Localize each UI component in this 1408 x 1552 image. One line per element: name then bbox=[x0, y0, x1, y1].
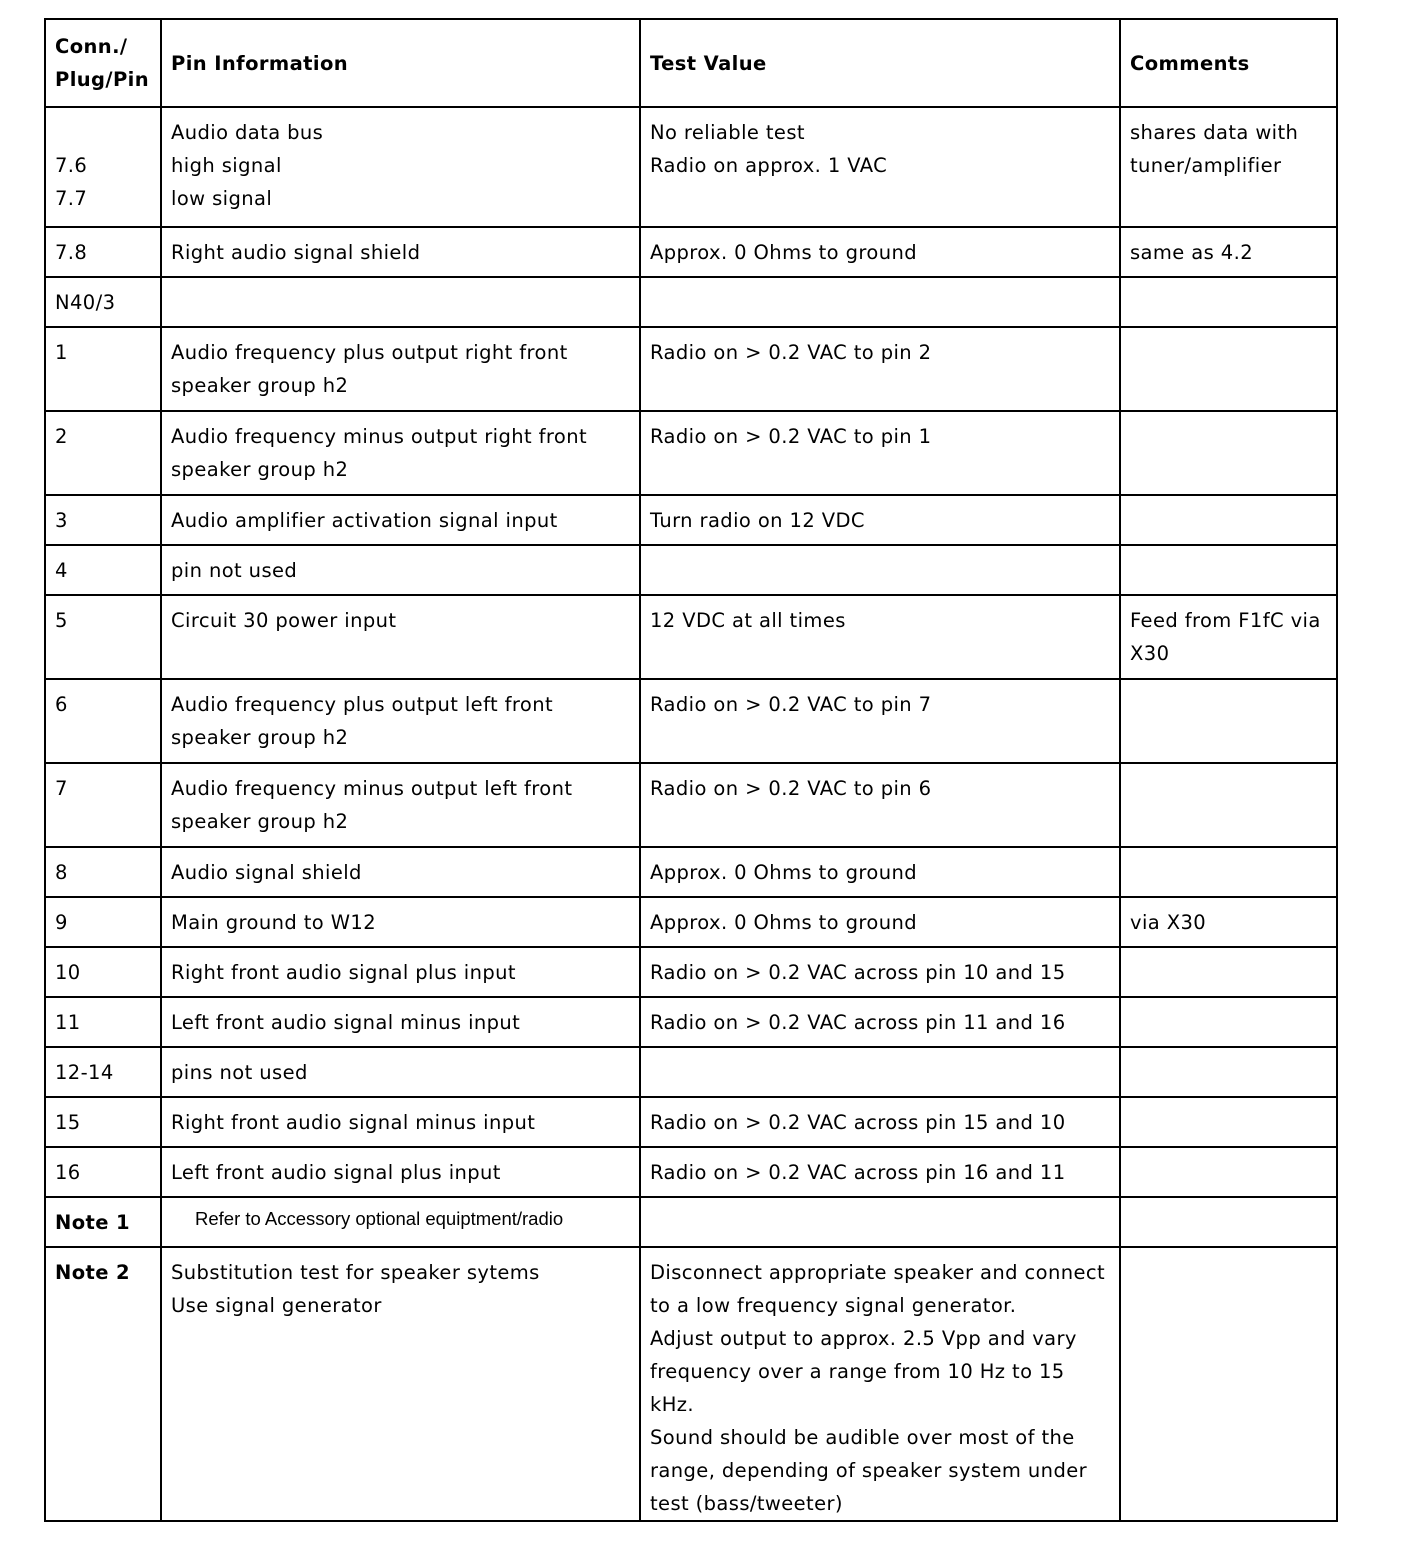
pin-cell bbox=[45, 679, 161, 763]
pin-cell bbox=[45, 947, 161, 997]
pin-information-cell bbox=[161, 327, 640, 411]
pin-information-cell-text: Audio signal shield bbox=[171, 861, 362, 884]
pin-cell-text: 1 bbox=[55, 341, 68, 364]
pin-information-cell-text: Audio amplifier activation signal input bbox=[171, 509, 558, 532]
pin-information-cell bbox=[161, 1047, 640, 1097]
pin-cell bbox=[45, 595, 161, 679]
test-value-cell bbox=[640, 1147, 1120, 1197]
pin-cell-text: Note 2 bbox=[55, 1261, 131, 1284]
test-value-cell bbox=[640, 227, 1120, 277]
test-value-cell bbox=[640, 947, 1120, 997]
pin-information-cell-text: Audio frequency plus output left front speaker group h2 bbox=[171, 693, 554, 749]
test-value-cell-text: Radio on > 0.2 VAC to pin 2 bbox=[650, 341, 932, 364]
test-value-cell bbox=[640, 495, 1120, 545]
pin-cell-text: 4 bbox=[55, 559, 68, 582]
pin-information-cell-text: Substitution test for speaker sytems Use signal generator bbox=[171, 1261, 540, 1317]
pin-cell bbox=[45, 107, 161, 227]
comments-cell bbox=[1120, 1147, 1337, 1197]
pin-cell bbox=[45, 495, 161, 545]
pin-cell-text: 16 bbox=[55, 1161, 81, 1184]
comments-cell bbox=[1120, 1097, 1337, 1147]
pin-cell-text: Note 1 bbox=[55, 1211, 131, 1234]
pin-cell-text: 10 bbox=[55, 961, 81, 984]
test-value-cell bbox=[640, 997, 1120, 1047]
pin-cell bbox=[45, 227, 161, 277]
table-row bbox=[45, 897, 1337, 947]
table-row bbox=[45, 763, 1337, 847]
pin-information-cell bbox=[161, 411, 640, 495]
comments-cell bbox=[1120, 1197, 1337, 1247]
table-row bbox=[45, 1047, 1337, 1097]
table-header-row bbox=[45, 19, 1337, 107]
header-conn-plug-pin: Conn./ Plug/Pin bbox=[45, 19, 161, 107]
test-value-cell bbox=[640, 107, 1120, 227]
pin-information-cell bbox=[161, 1097, 640, 1147]
pin-information-cell bbox=[161, 1197, 640, 1247]
test-value-cell-text: Disconnect appropriate speaker and connect to a low frequency signal generator. Adjust output to approx. 2.5 Vpp and vary frequency over a range from 10 Hz to 15 kHz. Sound should be audible over most of the range, depending of speaker system under test (bass/tweeter) bbox=[650, 1261, 1106, 1515]
pin-cell bbox=[45, 763, 161, 847]
comments-cell bbox=[1120, 227, 1337, 277]
pin-cell bbox=[45, 327, 161, 411]
pin-cell bbox=[45, 1097, 161, 1147]
test-value-cell-text: Radio on > 0.2 VAC across pin 15 and 10 bbox=[650, 1111, 1066, 1134]
table-row bbox=[45, 1197, 1337, 1247]
table-row bbox=[45, 277, 1337, 327]
test-value-cell bbox=[640, 1197, 1120, 1247]
pin-cell bbox=[45, 411, 161, 495]
pin-cell-text: 6 bbox=[55, 693, 68, 716]
test-value-cell bbox=[640, 327, 1120, 411]
test-value-cell-text: Approx. 0 Ohms to ground bbox=[650, 861, 917, 884]
pin-cell-text: 15 bbox=[55, 1111, 81, 1134]
test-value-cell bbox=[640, 545, 1120, 595]
table-row bbox=[45, 947, 1337, 997]
pin-information-table bbox=[44, 18, 1338, 1522]
comments-cell-text: via X30 bbox=[1130, 911, 1207, 934]
comments-cell-text: shares data with tuner/amplifier bbox=[1130, 121, 1299, 177]
pin-information-cell-text: Audio frequency plus output right front speaker group h2 bbox=[171, 341, 568, 397]
pin-cell-text: 9 bbox=[55, 911, 68, 934]
test-value-cell bbox=[640, 411, 1120, 495]
pin-cell-text: 2 bbox=[55, 425, 68, 448]
test-value-cell bbox=[640, 763, 1120, 847]
pin-information-cell-text: Right front audio signal minus input bbox=[171, 1111, 536, 1134]
pin-information-cell-text: Audio frequency minus output left front speaker group h2 bbox=[171, 777, 573, 833]
pin-information-cell bbox=[161, 679, 640, 763]
pin-information-cell bbox=[161, 595, 640, 679]
pin-information-cell-text: Circuit 30 power input bbox=[171, 609, 397, 632]
table-row bbox=[45, 997, 1337, 1047]
pin-information-cell bbox=[161, 107, 640, 227]
pin-cell bbox=[45, 1197, 161, 1247]
test-value-cell-text: Radio on > 0.2 VAC across pin 16 and 11 bbox=[650, 1161, 1066, 1184]
test-value-cell-text: Radio on > 0.2 VAC to pin 6 bbox=[650, 777, 932, 800]
test-value-cell bbox=[640, 1047, 1120, 1097]
pin-information-cell-text: Refer to Accessory optional equiptment/radio bbox=[195, 1208, 564, 1229]
pin-information-cell-text: pins not used bbox=[171, 1061, 308, 1084]
comments-cell bbox=[1120, 763, 1337, 847]
header-comments: Comments bbox=[1120, 19, 1337, 107]
test-value-cell-text: Approx. 0 Ohms to ground bbox=[650, 241, 917, 264]
pin-information-cell bbox=[161, 227, 640, 277]
pin-information-cell-text: Main ground to W12 bbox=[171, 911, 377, 934]
test-value-cell bbox=[640, 1247, 1120, 1521]
pin-cell-text: 5 bbox=[55, 609, 68, 632]
comments-cell bbox=[1120, 107, 1337, 227]
pin-information-cell-text: Audio data bus high signal low signal bbox=[171, 121, 324, 210]
test-value-cell bbox=[640, 679, 1120, 763]
pin-cell-text: 7.8 bbox=[55, 241, 88, 264]
table-row bbox=[45, 847, 1337, 897]
test-value-cell bbox=[640, 595, 1120, 679]
comments-cell bbox=[1120, 947, 1337, 997]
table-body bbox=[45, 107, 1337, 1521]
table-row bbox=[45, 411, 1337, 495]
pin-information-cell bbox=[161, 495, 640, 545]
pin-cell bbox=[45, 545, 161, 595]
table-row bbox=[45, 495, 1337, 545]
test-value-cell-text: Radio on > 0.2 VAC across pin 11 and 16 bbox=[650, 1011, 1066, 1034]
pin-information-cell-text: Right audio signal shield bbox=[171, 241, 421, 264]
table-row bbox=[45, 1097, 1337, 1147]
pin-cell-text: 8 bbox=[55, 861, 68, 884]
pin-information-cell bbox=[161, 277, 640, 327]
test-value-cell-text: Turn radio on 12 VDC bbox=[650, 509, 865, 532]
pin-information-cell bbox=[161, 947, 640, 997]
comments-cell bbox=[1120, 277, 1337, 327]
pin-information-cell-text: Left front audio signal plus input bbox=[171, 1161, 501, 1184]
test-value-cell-text: Radio on > 0.2 VAC across pin 10 and 15 bbox=[650, 961, 1066, 984]
table-row bbox=[45, 679, 1337, 763]
comments-cell bbox=[1120, 495, 1337, 545]
table-row bbox=[45, 327, 1337, 411]
test-value-cell-text: Approx. 0 Ohms to ground bbox=[650, 911, 917, 934]
pin-information-cell-text: pin not used bbox=[171, 559, 298, 582]
header-pin-information: Pin Information bbox=[161, 19, 640, 107]
comments-cell bbox=[1120, 545, 1337, 595]
pin-cell-text: 11 bbox=[55, 1011, 81, 1034]
pin-information-cell-text: Audio frequency minus output right front speaker group h2 bbox=[171, 425, 588, 481]
pin-cell bbox=[45, 847, 161, 897]
comments-cell bbox=[1120, 679, 1337, 763]
pin-cell bbox=[45, 897, 161, 947]
pin-cell-text: 12-14 bbox=[55, 1061, 114, 1084]
pin-cell-text: N40/3 bbox=[55, 291, 116, 314]
pin-cell bbox=[45, 997, 161, 1047]
pin-information-cell-text: Right front audio signal plus input bbox=[171, 961, 516, 984]
pin-information-cell-text: Left front audio signal minus input bbox=[171, 1011, 521, 1034]
pin-cell bbox=[45, 1247, 161, 1521]
comments-cell bbox=[1120, 897, 1337, 947]
pin-cell bbox=[45, 1047, 161, 1097]
table-row bbox=[45, 107, 1337, 227]
test-value-cell-text: Radio on > 0.2 VAC to pin 1 bbox=[650, 425, 932, 448]
pin-information-cell bbox=[161, 763, 640, 847]
header-test-value: Test Value bbox=[640, 19, 1120, 107]
test-value-cell bbox=[640, 277, 1120, 327]
table-row bbox=[45, 1147, 1337, 1197]
pin-information-cell bbox=[161, 997, 640, 1047]
comments-cell-text: same as 4.2 bbox=[1130, 241, 1254, 264]
table-row bbox=[45, 227, 1337, 277]
pin-information-cell bbox=[161, 847, 640, 897]
pin-information-cell bbox=[161, 1147, 640, 1197]
pin-information-cell bbox=[161, 1247, 640, 1521]
table-row bbox=[45, 1247, 1337, 1521]
test-value-cell bbox=[640, 847, 1120, 897]
test-value-cell-text: Radio on > 0.2 VAC to pin 7 bbox=[650, 693, 932, 716]
pin-cell bbox=[45, 277, 161, 327]
table-row bbox=[45, 545, 1337, 595]
pin-cell bbox=[45, 1147, 161, 1197]
test-value-cell bbox=[640, 1097, 1120, 1147]
comments-cell bbox=[1120, 595, 1337, 679]
pin-information-cell bbox=[161, 897, 640, 947]
comments-cell bbox=[1120, 1247, 1337, 1521]
comments-cell-text: Feed from F1fC via X30 bbox=[1130, 609, 1321, 665]
comments-cell bbox=[1120, 327, 1337, 411]
test-value-cell-text: 12 VDC at all times bbox=[650, 609, 846, 632]
comments-cell bbox=[1120, 847, 1337, 897]
test-value-cell bbox=[640, 897, 1120, 947]
test-value-cell-text: No reliable test Radio on approx. 1 VAC bbox=[650, 121, 888, 177]
table-row bbox=[45, 595, 1337, 679]
comments-cell bbox=[1120, 1047, 1337, 1097]
pin-information-cell bbox=[161, 545, 640, 595]
comments-cell bbox=[1120, 997, 1337, 1047]
pin-cell-text: 3 bbox=[55, 509, 68, 532]
pin-cell-text: 7.6 7.7 bbox=[55, 154, 88, 210]
comments-cell bbox=[1120, 411, 1337, 495]
pin-cell-text: 7 bbox=[55, 777, 68, 800]
